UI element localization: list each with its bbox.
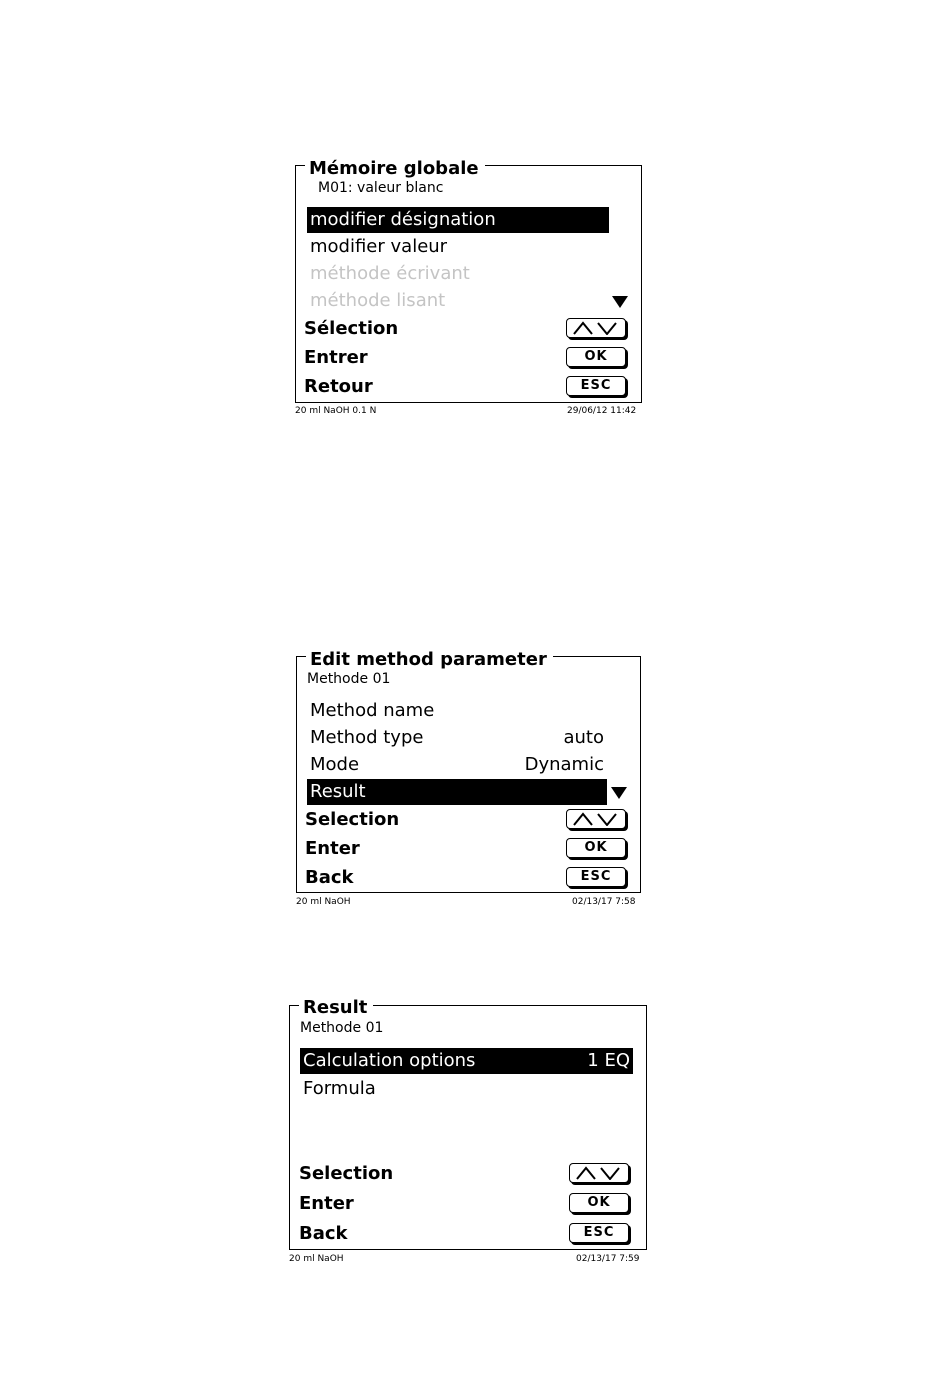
key-label-selection: Selection [299,1163,394,1184]
screen-subtitle: Methode 01 [300,1020,384,1036]
key-label-back: Retour [304,376,373,397]
arrows-button[interactable] [566,809,626,829]
arrows-button[interactable] [569,1163,629,1183]
up-down-arrows-icon [571,321,621,335]
screen-subtitle: Methode 01 [307,671,391,687]
ok-button[interactable]: OK [569,1193,629,1213]
key-label-selection: Selection [305,809,400,830]
calculation-options-value: 1 EQ [587,1050,630,1071]
key-label-back: Back [299,1223,348,1244]
menu-item-label: Mode [310,754,360,775]
key-label-enter: Enter [299,1193,354,1214]
menu-item-formula[interactable] [300,1076,633,1102]
menu-item-calculation-options[interactable] [300,1048,633,1074]
menu-item-reading-method [307,288,609,314]
menu-item-label: méthode écrivant [310,263,470,284]
esc-button[interactable]: ESC [566,867,626,887]
screen-title: Result [299,998,373,1018]
menu-item-label: modifier désignation [310,209,496,230]
menu-item-mode[interactable] [307,752,607,778]
screen-title: Mémoire globale [305,159,485,179]
menu-item-label: Method name [310,700,435,721]
ok-button[interactable]: OK [566,838,626,858]
menu-item-writing-method [307,261,609,287]
status-datetime: 02/13/17 7:59 [576,1254,640,1264]
up-down-arrows-icon [571,812,621,826]
up-down-arrows-icon [574,1166,624,1180]
arrows-button[interactable] [566,318,626,338]
key-label-selection: Sélection [304,318,399,339]
mode-value: Dynamic [524,754,604,775]
scroll-down-arrow-icon [612,296,628,308]
menu-item-method-type[interactable] [307,725,607,751]
key-label-enter: Entrer [304,347,368,368]
scroll-down-arrow-icon [611,787,627,799]
menu-item-label: modifier valeur [310,236,448,257]
key-label-back: Back [305,867,354,888]
menu-item-label: Method type [310,727,424,748]
status-reagent: 20 ml NaOH [296,897,351,907]
menu-item-label: Formula [303,1078,376,1099]
menu-item-label: Result [310,781,366,802]
menu-item-method-name[interactable] [307,698,607,724]
esc-button[interactable]: ESC [569,1223,629,1243]
esc-button[interactable]: ESC [566,376,626,396]
screen-title: Edit method parameter [306,650,553,670]
menu-item-label: méthode lisant [310,290,446,311]
status-datetime: 02/13/17 7:58 [572,897,636,907]
screen-subtitle: M01: valeur blanc [318,180,444,196]
menu-item-modify-value[interactable] [307,234,609,260]
menu-item-result[interactable] [307,779,607,805]
menu-item-label: Calculation options [303,1050,476,1071]
menu-item-modify-designation[interactable] [307,207,609,233]
status-reagent: 20 ml NaOH [289,1254,344,1264]
method-type-value: auto [563,727,604,748]
ok-button[interactable]: OK [566,347,626,367]
status-reagent: 20 ml NaOH 0.1 N [295,406,377,416]
status-datetime: 29/06/12 11:42 [567,406,637,416]
key-label-enter: Enter [305,838,360,859]
